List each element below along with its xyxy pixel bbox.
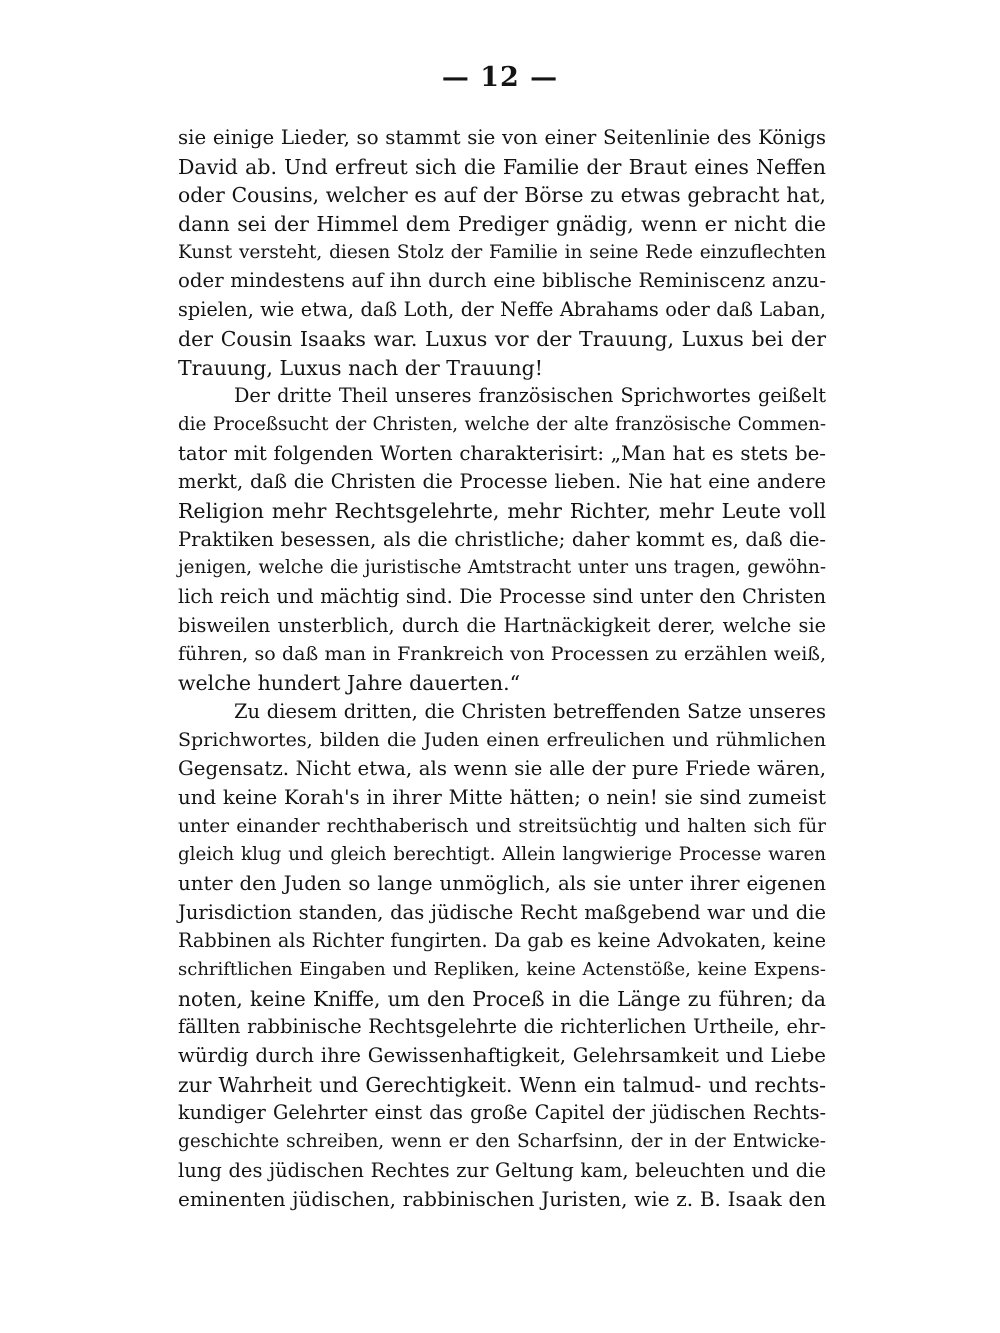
text-line: kundiger Gelehrter einst das große Capitel der jüdischen Rechts- xyxy=(178,1101,826,1125)
text-line: spielen, wie etwa, daß Loth, der Neffe Abrahams oder daß Laban, xyxy=(178,298,826,322)
text-line: dann sei der Himmel dem Prediger gnädig, wenn er nicht die xyxy=(178,212,826,237)
text-line: jenigen, welche die juristische Amtstracht unter uns tragen, gewöhn- xyxy=(178,557,826,579)
text-line: oder mindestens auf ihn durch eine biblische Reminiscenz anzu- xyxy=(178,269,826,293)
text-line: Trauung, Luxus nach der Trauung! xyxy=(178,355,543,380)
text-line: Zu diesem dritten, die Christen betreffenden Satze unseres xyxy=(234,699,826,723)
text-line: Jurisdiction standen, das jüdische Recht maßgebend war und die xyxy=(178,900,826,924)
text-line: merkt, daß die Christen die Processe lieben. Nie hat eine andere xyxy=(178,470,826,494)
text-line: der Cousin Isaaks war. Luxus vor der Trauung, Luxus bei der xyxy=(178,326,826,351)
text-line: Der dritte Theil unseres französischen Sprichwortes geißelt xyxy=(234,384,826,408)
text-line: lich reich und mächtig sind. Die Processe sind unter den Christen xyxy=(178,585,826,608)
text-line: unter den Juden so lange unmöglich, als sie unter ihrer eigenen xyxy=(178,871,826,895)
text-line: sie einige Lieder, so stammt sie von einer Seitenlinie des Königs xyxy=(178,126,826,149)
text-line: Rabbinen als Richter fungirten. Da gab es keine Advokaten, keine xyxy=(178,929,826,953)
text-line: David ab. Und erfreut sich die Familie der Braut eines Neffen xyxy=(178,154,826,179)
text-line: Sprichwortes, bilden die Juden einen erfreulichen und rühmlichen xyxy=(178,729,826,752)
text-line: welche hundert Jahre dauerten.“ xyxy=(178,671,521,696)
text-line: gleich klug und gleich berechtigt. Allein langwierige Processe waren xyxy=(178,844,826,866)
text-line: oder Cousins, welcher es auf der Börse zu etwas gebracht hat, xyxy=(178,183,826,208)
text-line: schriftlichen Eingaben und Repliken, keine Actenstöße, keine Expens- xyxy=(178,958,826,980)
text-line: zur Wahrheit und Gerechtigkeit. Wenn ein talmud- und rechts- xyxy=(178,1072,826,1097)
text-line: die Proceßsucht der Christen, welche der alte französische Commen- xyxy=(178,413,826,435)
text-line: lung des jüdischen Rechtes zur Geltung kam, beleuchten und die xyxy=(178,1158,826,1182)
text-line: tator mit folgenden Worten charakterisirt: „Man hat es stets be- xyxy=(178,441,826,465)
text-line: würdig durch ihre Gewissenhaftigkeit, Gelehrsamkeit und Liebe xyxy=(178,1044,826,1067)
body-text xyxy=(178,124,826,1214)
text-line: geschichte schreiben, wenn er den Scharfsinn, der in der Entwicke- xyxy=(178,1131,826,1153)
text-line: Gegensatz. Nicht etwa, als wenn sie alle der pure Friede wären, xyxy=(178,757,826,781)
text-line: noten, keine Kniffe, um den Proceß in die Länge zu führen; da xyxy=(178,986,826,1011)
text-line: eminenten jüdischen, rabbinischen Juristen, wie z. B. Isaak den xyxy=(178,1187,826,1212)
text-line: Kunst versteht, diesen Stolz der Familie in seine Rede einzuflechten xyxy=(178,241,826,263)
text-line: Religion mehr Rechtsgelehrte, mehr Richter, mehr Leute voll xyxy=(178,498,826,523)
text-line: unter einander rechthaberisch und streitsüchtig und halten sich für xyxy=(178,815,826,837)
page-number: — 12 — xyxy=(441,62,559,93)
text-line: und keine Korah's in ihrer Mitte hätten; o nein! sie sind zumeist xyxy=(178,785,826,809)
text-line: fällten rabbinische Rechtsgelehrte die richterlichen Urtheile, ehr- xyxy=(178,1015,826,1039)
text-line: Praktiken besessen, als die christliche; daher kommt es, daß die- xyxy=(178,527,826,551)
text-line: bisweilen unsterblich, durch die Hartnäckigkeit derer, welche sie xyxy=(178,613,826,637)
text-line: führen, so daß man in Frankreich von Processen zu erzählen weiß, xyxy=(178,643,826,666)
